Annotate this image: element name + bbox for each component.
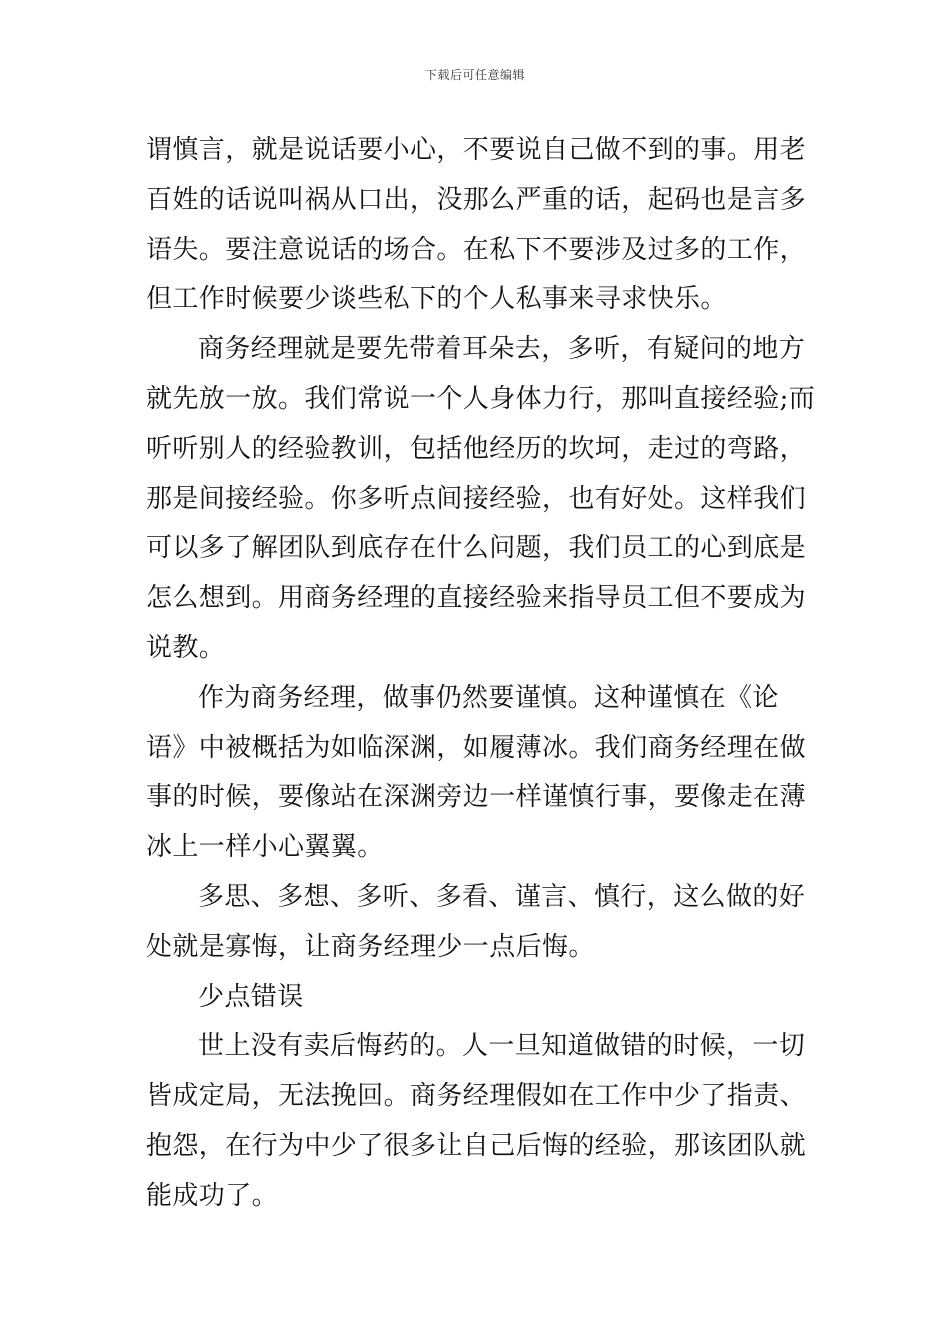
text-line: 就先放一放。我们常说一个人身体力行，那叫直接经验;而 bbox=[146, 383, 816, 414]
body-text bbox=[146, 126, 816, 1222]
text-line: 可以多了解团队到底存在什么问题，我们员工的心到底是 bbox=[146, 533, 807, 564]
text-line: 抱怨，在行为中少了很多让自己后悔的经验，那该团队就 bbox=[146, 1130, 807, 1161]
text-line: 商务经理就是要先带着耳朵去，多听，有疑问的地方 bbox=[198, 334, 806, 365]
text-line: 百姓的话说叫祸从口出，没那么严重的话，起码也是言多 bbox=[146, 184, 807, 215]
text-line: 作为商务经理，做事仍然要谨慎。这种谨慎在《论 bbox=[198, 682, 779, 713]
text-line: 语失。要注意说话的场合。在私下不要涉及过多的工作， bbox=[146, 234, 807, 265]
text-line: 那是间接经验。你多听点间接经验，也有好处。这样我们 bbox=[146, 483, 807, 514]
text-line: 谓慎言，就是说话要小心，不要说自己做不到的事。用老 bbox=[146, 135, 807, 165]
text-line: 皆成定局，无法挽回。商务经理假如在工作中少了指责、 bbox=[146, 1081, 807, 1112]
text-line: 处就是寡悔，让商务经理少一点后悔。 bbox=[146, 931, 595, 962]
text-line: 世上没有卖后悔药的。人一旦知道做错的时候，一切 bbox=[198, 1031, 806, 1062]
text-line: 事的时候，要像站在深渊旁边一样谨慎行事，要像走在薄 bbox=[146, 782, 807, 813]
text-line: 语》中被概括为如临深渊，如履薄冰。我们商务经理在做 bbox=[146, 732, 807, 763]
section-heading: 少点错误 bbox=[198, 981, 304, 1012]
text-line: 怎么想到。用商务经理的直接经验来指导员工但不要成为 bbox=[146, 583, 807, 614]
text-line: 冰上一样小心翼翼。 bbox=[146, 832, 384, 863]
text-line: 听听别人的经验教训，包括他经历的坎坷，走过的弯路， bbox=[146, 433, 807, 464]
text-line: 能成功了。 bbox=[146, 1180, 279, 1211]
text-line: 多思、多想、多听、多看、谨言、慎行，这么做的好 bbox=[198, 881, 806, 912]
text-line: 说教。 bbox=[146, 632, 226, 663]
page-header: 下载后可任意编辑 bbox=[424, 68, 525, 82]
text-line: 但工作时候要少谈些私下的个人私事来寻求快乐。 bbox=[146, 284, 727, 315]
